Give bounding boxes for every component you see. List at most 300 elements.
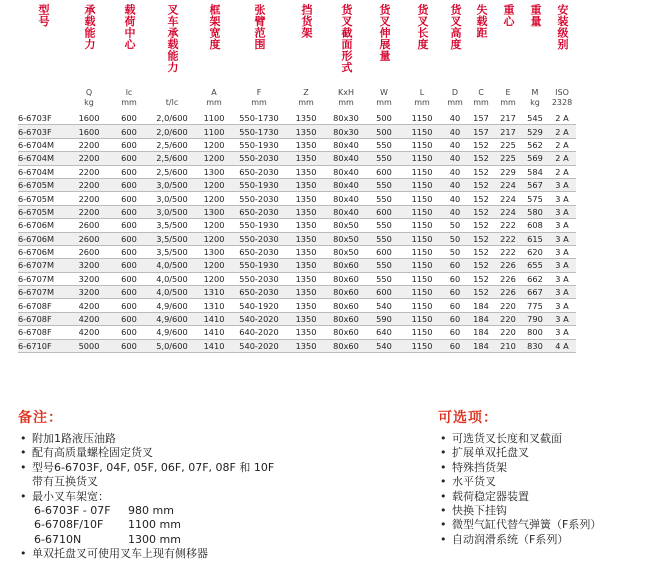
table-cell: 550	[366, 192, 402, 205]
table-cell: 1350	[286, 272, 326, 285]
table-cell: 775	[522, 299, 548, 312]
table-cell: 3,5/500	[148, 245, 196, 258]
table-cell: 80x40	[326, 138, 366, 151]
unit-label: kg	[84, 98, 94, 107]
table-header	[0, 0, 654, 86]
table-cell: 3,0/500	[148, 192, 196, 205]
table-cell: 550-1930	[232, 259, 286, 272]
table-cell: 615	[522, 232, 548, 245]
option-item: • 水平货叉	[440, 475, 601, 489]
table-cell: 184	[468, 312, 494, 325]
unit-label: mm	[376, 98, 392, 107]
table-cell: 220	[494, 326, 522, 339]
option-item: • 扩展单双托盘叉	[440, 446, 601, 460]
table-row	[18, 326, 576, 339]
table-cell: 60	[442, 312, 468, 325]
options-list	[440, 432, 601, 547]
table-cell: 1350	[286, 112, 326, 125]
table-cell: 3 A	[548, 219, 576, 232]
table-cell: 152	[468, 192, 494, 205]
table-cell: 1150	[402, 326, 442, 339]
table-row	[18, 286, 576, 299]
table-cell: 600	[110, 312, 148, 325]
table-cell: 1300	[196, 245, 232, 258]
table-cell: 545	[522, 112, 548, 125]
table-cell: 600	[110, 339, 148, 352]
table-cell: 1350	[286, 165, 326, 178]
width-item	[20, 504, 274, 518]
width-value: 1100 mm	[128, 518, 181, 532]
table-cell: 3 A	[548, 245, 576, 258]
table-cell: 80x60	[326, 272, 366, 285]
model-cell: 6-6707M	[18, 259, 68, 272]
unit-label: mm	[338, 98, 354, 107]
header-cell: 货叉截面形式	[340, 4, 353, 73]
table-cell: 152	[468, 178, 494, 191]
table-row	[18, 205, 576, 218]
table-cell: 40	[442, 205, 468, 218]
table-cell: 1150	[402, 232, 442, 245]
table-cell: 50	[442, 232, 468, 245]
table-cell: 60	[442, 272, 468, 285]
table-cell: 1350	[286, 232, 326, 245]
table-cell: 600	[110, 138, 148, 151]
option-item: • 微型气缸代替气弹簧（F系列）	[440, 518, 601, 532]
table-cell: 80x50	[326, 232, 366, 245]
table-cell: 1100	[196, 125, 232, 138]
unit-label: mm	[206, 98, 222, 107]
table-cell: 550	[366, 232, 402, 245]
model-cell: 6-6708F	[18, 326, 68, 339]
table-cell: 2200	[68, 165, 110, 178]
unit-label: mm	[414, 98, 430, 107]
table-cell: 1350	[286, 192, 326, 205]
table-cell: 1150	[402, 339, 442, 352]
table-cell: 3200	[68, 259, 110, 272]
table-cell: 600	[110, 245, 148, 258]
header-cell: 安装级别	[556, 4, 569, 50]
table-cell: 540	[366, 339, 402, 352]
table-cell: 5000	[68, 339, 110, 352]
table-cell: 40	[442, 125, 468, 138]
header-cell: 失载距	[475, 4, 488, 39]
table-cell: 600	[110, 205, 148, 218]
table-row	[18, 138, 576, 151]
table-cell: 3 A	[548, 192, 576, 205]
table-cell: 184	[468, 299, 494, 312]
table-cell: 80x60	[326, 286, 366, 299]
table-cell: 1200	[196, 259, 232, 272]
table-cell: 800	[522, 326, 548, 339]
table-cell: 575	[522, 192, 548, 205]
width-item	[20, 533, 274, 547]
table-cell: 600	[110, 286, 148, 299]
unit-label: mm	[298, 98, 314, 107]
table-row	[18, 259, 576, 272]
options-title: 可选项：	[438, 410, 498, 426]
model-cell: 6-6710F	[18, 339, 68, 352]
table-cell: 550-1930	[232, 178, 286, 191]
table-cell: 1150	[402, 192, 442, 205]
option-item: • 特殊挡货架	[440, 461, 601, 475]
table-cell: 662	[522, 272, 548, 285]
table-cell: 80x60	[326, 259, 366, 272]
table-cell: 650-2030	[232, 286, 286, 299]
table-cell: 1350	[286, 259, 326, 272]
note-item: • 单双托盘叉可使用叉车上现有侧移器	[20, 547, 274, 561]
table-cell: 2600	[68, 245, 110, 258]
symbol-label: KxH	[338, 88, 354, 97]
table-cell: 40	[442, 138, 468, 151]
table-cell: 550-2030	[232, 232, 286, 245]
table-cell: 80x60	[326, 312, 366, 325]
table-row	[18, 192, 576, 205]
table-cell: 40	[442, 152, 468, 165]
option-item: • 自动润滑系统（F系列）	[440, 533, 601, 547]
table-cell: 550-1730	[232, 125, 286, 138]
table-cell: 3 A	[548, 232, 576, 245]
table-cell: 640-2020	[232, 326, 286, 339]
symbol-label: W	[380, 88, 388, 97]
option-item: • 载荷稳定器装置	[440, 490, 601, 504]
table-cell: 2,5/600	[148, 152, 196, 165]
table-cell: 655	[522, 259, 548, 272]
table-cell: 152	[468, 205, 494, 218]
table-cell: 1150	[402, 205, 442, 218]
model-cell: 6-6705M	[18, 178, 68, 191]
spec-table	[18, 112, 576, 353]
table-cell: 40	[442, 192, 468, 205]
model-cell: 6-6704M	[18, 165, 68, 178]
width-value: 980 mm	[128, 504, 174, 518]
table-cell: 152	[468, 245, 494, 258]
table-row	[18, 312, 576, 325]
header-cell: 重量	[529, 4, 542, 27]
table-cell: 790	[522, 312, 548, 325]
table-cell: 40	[442, 178, 468, 191]
table-cell: 2 A	[548, 152, 576, 165]
table-row	[18, 152, 576, 165]
table-cell: 1350	[286, 152, 326, 165]
symbol-label: E	[505, 88, 511, 97]
table-cell: 60	[442, 259, 468, 272]
table-cell: 3,0/500	[148, 205, 196, 218]
table-row	[18, 165, 576, 178]
table-cell: 80x40	[326, 178, 366, 191]
note-item: 带有互换货叉	[32, 475, 98, 489]
table-cell: 3,5/500	[148, 232, 196, 245]
table-cell: 567	[522, 178, 548, 191]
width-item	[20, 518, 274, 532]
option-item: • 快换下挂钩	[440, 504, 601, 518]
table-cell: 226	[494, 286, 522, 299]
table-cell: 1150	[402, 286, 442, 299]
table-cell: 5,0/600	[148, 339, 196, 352]
model-cell: 6-6704M	[18, 138, 68, 151]
symbol-label: M	[531, 88, 539, 97]
note-item: • 最小叉车架宽：	[20, 490, 274, 504]
model-cell: 6-6703F	[18, 112, 68, 125]
table-cell: 540-1920	[232, 299, 286, 312]
table-cell: 222	[494, 219, 522, 232]
table-cell: 1150	[402, 259, 442, 272]
table-cell: 224	[494, 205, 522, 218]
table-cell: 157	[468, 112, 494, 125]
table-cell: 600	[110, 165, 148, 178]
table-cell: 600	[110, 219, 148, 232]
table-cell: 225	[494, 152, 522, 165]
table-cell: 40	[442, 112, 468, 125]
table-cell: 4,9/600	[148, 312, 196, 325]
table-cell: 650-2030	[232, 245, 286, 258]
table-cell: 1150	[402, 138, 442, 151]
table-cell: 1350	[286, 125, 326, 138]
table-cell: 60	[442, 326, 468, 339]
width-model: 6-6710N	[34, 532, 82, 546]
symbol-label: ISO	[555, 88, 569, 97]
table-cell: 3 A	[548, 205, 576, 218]
table-cell: 600	[366, 286, 402, 299]
table-cell: 60	[442, 286, 468, 299]
table-cell: 550	[366, 259, 402, 272]
table-row	[18, 178, 576, 191]
table-cell: 80x60	[326, 299, 366, 312]
table-cell: 2200	[68, 178, 110, 191]
table-cell: 550-1730	[232, 112, 286, 125]
table-cell: 1350	[286, 286, 326, 299]
table-cell: 1300	[196, 205, 232, 218]
table-cell: 580	[522, 205, 548, 218]
notes-list	[20, 432, 274, 562]
table-cell: 1150	[402, 165, 442, 178]
header-cell: 货叉长度	[416, 4, 429, 50]
table-cell: 4 A	[548, 339, 576, 352]
table-cell: 4,9/600	[148, 299, 196, 312]
unit-label: mm	[251, 98, 267, 107]
table-cell: 1350	[286, 219, 326, 232]
symbol-label: F	[256, 88, 262, 97]
table-cell: 830	[522, 339, 548, 352]
table-cell: 2200	[68, 152, 110, 165]
table-cell: 1350	[286, 299, 326, 312]
table-cell: 650-2030	[232, 205, 286, 218]
table-cell: 1310	[196, 286, 232, 299]
table-cell: 600	[366, 245, 402, 258]
table-cell: 222	[494, 232, 522, 245]
table-cell: 600	[110, 152, 148, 165]
table-cell: 229	[494, 165, 522, 178]
model-cell: 6-6707M	[18, 286, 68, 299]
table-cell: 1350	[286, 339, 326, 352]
table-cell: 4,9/600	[148, 326, 196, 339]
table-cell: 1200	[196, 232, 232, 245]
table-cell: 1350	[286, 245, 326, 258]
table-cell: 1200	[196, 138, 232, 151]
model-cell: 6-6705M	[18, 192, 68, 205]
table-row	[18, 339, 576, 352]
table-cell: 80x60	[326, 326, 366, 339]
table-cell: 3,5/500	[148, 219, 196, 232]
symbol-label: Z	[303, 88, 309, 97]
table-cell: 224	[494, 192, 522, 205]
table-cell: 2,5/600	[148, 138, 196, 151]
table-cell: 152	[468, 259, 494, 272]
table-cell: 50	[442, 219, 468, 232]
header-cell: 框架宽度	[208, 4, 221, 50]
header-cell: 挡货架	[300, 4, 313, 39]
header-cell: 载荷中心	[123, 4, 136, 50]
table-cell: 600	[110, 112, 148, 125]
table-cell: 600	[110, 192, 148, 205]
model-cell: 6-6703F	[18, 125, 68, 138]
table-cell: 590	[366, 312, 402, 325]
header-cell: 承载能力	[83, 4, 96, 50]
table-cell: 226	[494, 272, 522, 285]
table-cell: 500	[366, 125, 402, 138]
table-cell: 1200	[196, 152, 232, 165]
table-cell: 3 A	[548, 259, 576, 272]
table-cell: 225	[494, 138, 522, 151]
table-cell: 1350	[286, 312, 326, 325]
table-cell: 184	[468, 326, 494, 339]
model-cell: 6-6707M	[18, 272, 68, 285]
table-cell: 600	[110, 178, 148, 191]
unit-label: mm	[473, 98, 489, 107]
table-cell: 217	[494, 125, 522, 138]
table-cell: 529	[522, 125, 548, 138]
header-cell: 型号	[37, 4, 50, 27]
width-model: 6-6703F - 07F	[34, 504, 111, 518]
table-cell: 217	[494, 112, 522, 125]
table-row	[18, 112, 576, 125]
table-cell: 2 A	[548, 138, 576, 151]
table-cell: 1350	[286, 326, 326, 339]
table-row	[18, 245, 576, 258]
table-cell: 80x40	[326, 152, 366, 165]
table-cell: 3 A	[548, 272, 576, 285]
table-cell: 562	[522, 138, 548, 151]
table-cell: 600	[110, 259, 148, 272]
unit-label: 2328	[551, 98, 573, 107]
table-cell: 1310	[196, 299, 232, 312]
table-cell: 2,0/600	[148, 112, 196, 125]
symbol-label: C	[478, 88, 484, 97]
width-model: 6-6708F/10F	[34, 518, 104, 532]
table-cell: 152	[468, 138, 494, 151]
table-cell: 620	[522, 245, 548, 258]
table-cell: 152	[468, 152, 494, 165]
table-cell: 600	[366, 165, 402, 178]
table-cell: 1200	[196, 272, 232, 285]
table-cell: 550	[366, 272, 402, 285]
table-cell: 60	[442, 299, 468, 312]
table-cell: 152	[468, 219, 494, 232]
symbol-label: Q	[85, 88, 93, 97]
table-cell: 1100	[196, 112, 232, 125]
table-cell: 222	[494, 245, 522, 258]
table-cell: 50	[442, 245, 468, 258]
table-cell: 1150	[402, 312, 442, 325]
model-cell: 6-6706M	[18, 219, 68, 232]
header-cell: 货叉高度	[449, 4, 462, 50]
table-cell: 1410	[196, 326, 232, 339]
table-cell: 2,5/600	[148, 165, 196, 178]
table-cell: 2 A	[548, 112, 576, 125]
table-cell: 224	[494, 178, 522, 191]
table-cell: 1410	[196, 339, 232, 352]
table-cell: 4200	[68, 312, 110, 325]
table-cell: 3 A	[548, 312, 576, 325]
table-cell: 152	[468, 286, 494, 299]
table-cell: 540	[366, 299, 402, 312]
symbol-label: L	[419, 88, 425, 97]
table-cell: 152	[468, 272, 494, 285]
width-value: 1300 mm	[128, 532, 181, 546]
table-row	[18, 125, 576, 138]
table-cell: 650-2030	[232, 165, 286, 178]
table-cell: 569	[522, 152, 548, 165]
table-cell: 3 A	[548, 286, 576, 299]
table-cell: 550	[366, 219, 402, 232]
table-cell: 1150	[402, 299, 442, 312]
table-row	[18, 272, 576, 285]
table-cell: 3 A	[548, 299, 576, 312]
table-cell: 60	[442, 339, 468, 352]
unit-label: kg	[530, 98, 540, 107]
table-cell: 1350	[286, 138, 326, 151]
table-cell: 500	[366, 112, 402, 125]
table-cell: 540-2020	[232, 339, 286, 352]
table-cell: 2200	[68, 205, 110, 218]
table-cell: 80x50	[326, 219, 366, 232]
header-cell: 重心	[502, 4, 515, 27]
unit-label: mm	[447, 98, 463, 107]
symbol-label: A	[211, 88, 217, 97]
table-cell: 640	[366, 326, 402, 339]
table-cell: 550-1930	[232, 219, 286, 232]
table-cell: 1200	[196, 219, 232, 232]
table-cell: 80x30	[326, 125, 366, 138]
table-cell: 2 A	[548, 125, 576, 138]
table-cell: 1150	[402, 245, 442, 258]
header-cell: 叉车承载能力	[166, 4, 179, 73]
table-cell: 152	[468, 165, 494, 178]
table-cell: 1350	[286, 178, 326, 191]
table-cell: 1600	[68, 112, 110, 125]
table-cell: 1350	[286, 205, 326, 218]
table-cell: 4,0/500	[148, 272, 196, 285]
table-cell: 600	[110, 272, 148, 285]
table-cell: 2200	[68, 192, 110, 205]
table-cell: 80x40	[326, 192, 366, 205]
symbol-label: lc	[125, 88, 133, 97]
table-cell: 1200	[196, 178, 232, 191]
table-cell: 550	[366, 138, 402, 151]
table-cell: 1150	[402, 272, 442, 285]
table-cell: 80x40	[326, 205, 366, 218]
table-cell: 2600	[68, 232, 110, 245]
table-cell: 226	[494, 259, 522, 272]
table-cell: 550-2030	[232, 272, 286, 285]
table-cell: 3200	[68, 286, 110, 299]
table-cell: 1200	[196, 192, 232, 205]
unit-label: mm	[500, 98, 516, 107]
note-item: • 型号6-6703F, 04F, 05F, 06F, 07F, 08F 和 10F	[20, 461, 274, 475]
model-cell: 6-6708F	[18, 299, 68, 312]
table-cell: 1600	[68, 125, 110, 138]
table-cell: 3 A	[548, 326, 576, 339]
table-row	[18, 232, 576, 245]
